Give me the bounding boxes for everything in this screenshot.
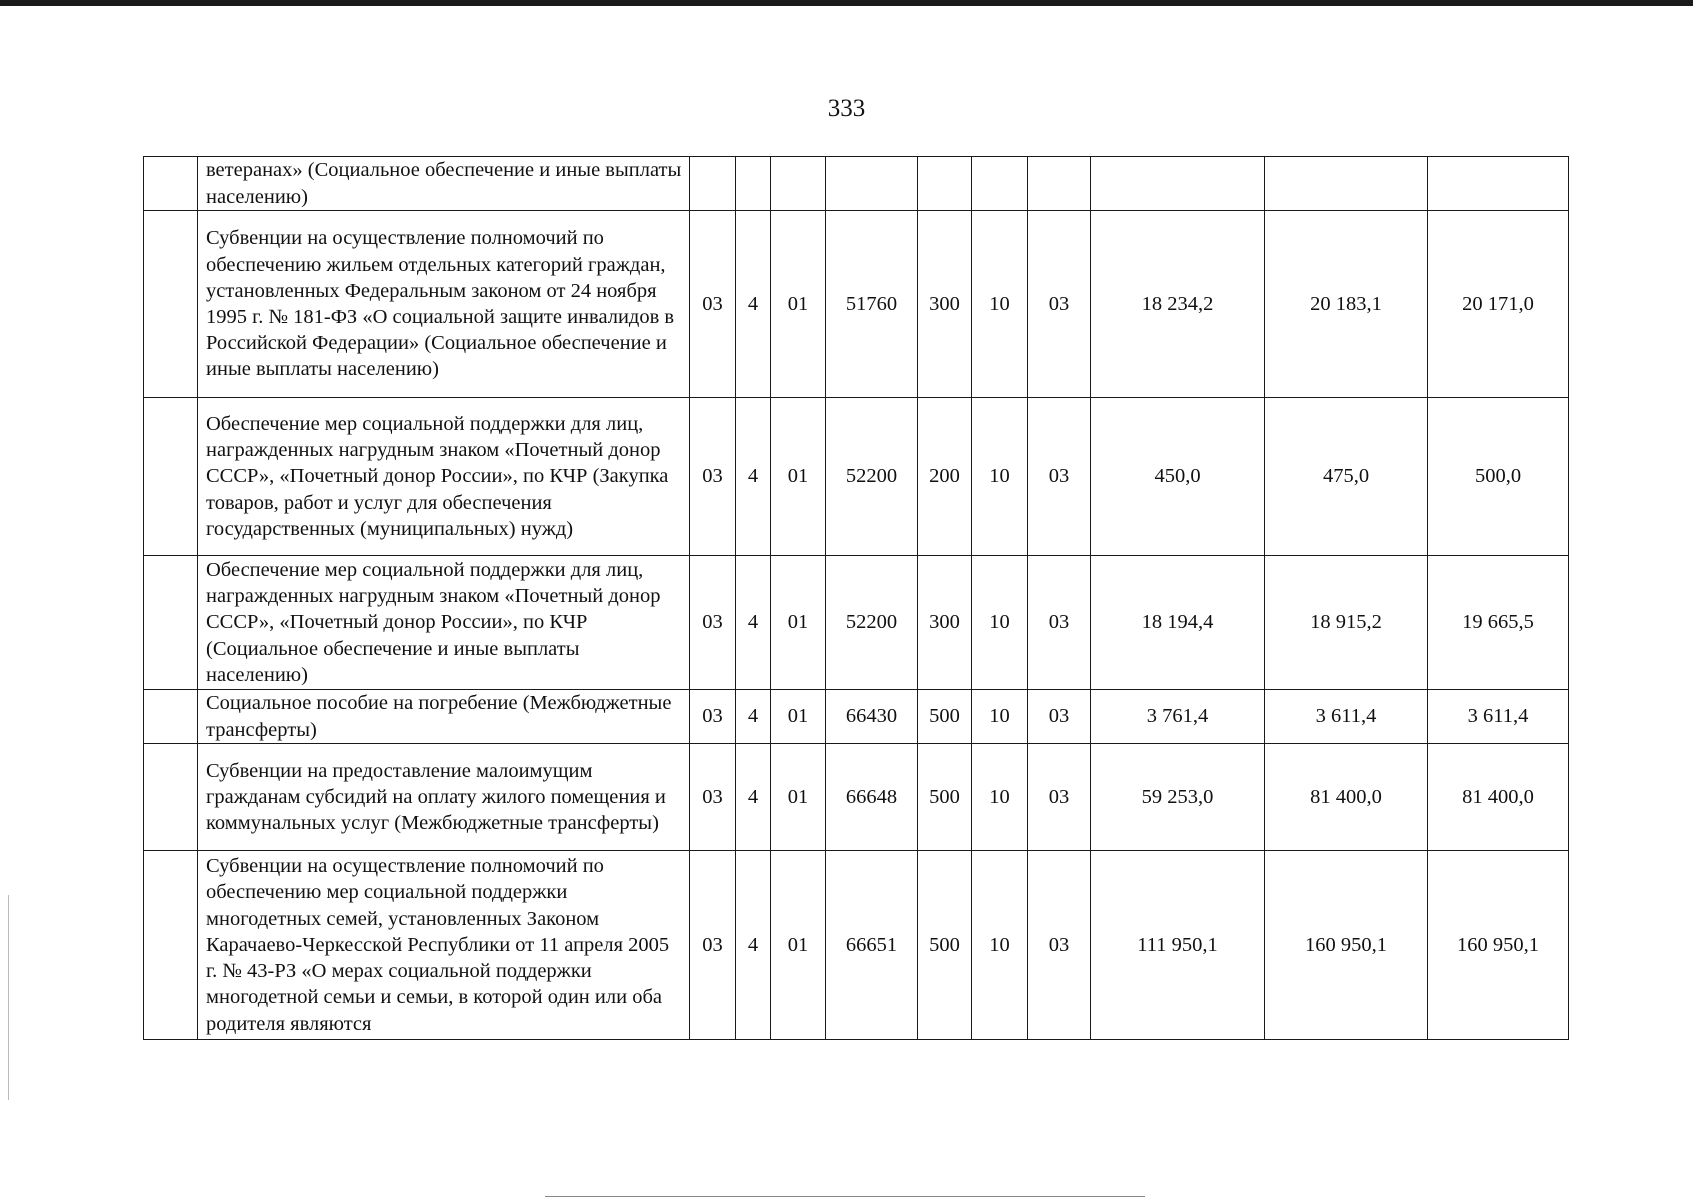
amount-year-1-cell: 59 253,0 <box>1091 744 1265 851</box>
row-name-cell: Субвенции на осуществление полномочий по обеспечению жильем отдельных категорий граждан, установленных Федеральным законом от 24 ноября 1995 г. № 181-ФЗ «О социальной защите инвалидов в Российской Федерации» (Социальное обеспечение и иные выплаты населению) <box>198 211 690 398</box>
amount-year-3-cell: 19 665,5 <box>1428 556 1569 690</box>
code-direction-cell: 51760 <box>826 211 918 398</box>
amount-year-3-cell: 160 950,1 <box>1428 851 1569 1040</box>
code-direction-cell: 52200 <box>826 556 918 690</box>
code-section-cell: 10 <box>972 690 1028 744</box>
amount-year-2-cell <box>1265 157 1428 211</box>
code-ministry-cell: 03 <box>690 398 736 556</box>
code-subsection-cell <box>1028 157 1091 211</box>
code-ministry-cell: 03 <box>690 211 736 398</box>
amount-year-1-cell: 450,0 <box>1091 398 1265 556</box>
code-direction-cell: 66430 <box>826 690 918 744</box>
top-border-rule <box>0 0 1693 6</box>
code-expense-type-cell: 300 <box>918 211 972 398</box>
code-subprogram-cell: 01 <box>771 851 826 1040</box>
code-direction-cell: 66648 <box>826 744 918 851</box>
amount-year-2-cell: 475,0 <box>1265 398 1428 556</box>
code-program-cell: 4 <box>736 744 771 851</box>
amount-year-1-cell: 18 194,4 <box>1091 556 1265 690</box>
code-subprogram-cell: 01 <box>771 690 826 744</box>
code-ministry-cell: 03 <box>690 556 736 690</box>
row-name-cell: Обеспечение мер социальной поддержки для лиц, награжденных нагрудным знаком «Почетный донор СССР», «Почетный донор России», по КЧР (Социальное обеспечение и иные выплаты населению) <box>198 556 690 690</box>
amount-year-1-cell <box>1091 157 1265 211</box>
code-program-cell <box>736 157 771 211</box>
budget-table <box>143 156 1569 1040</box>
amount-year-3-cell: 20 171,0 <box>1428 211 1569 398</box>
table-row <box>144 690 1569 744</box>
row-name-cell: ветеранах» (Социальное обеспечение и иные выплаты населению) <box>198 157 690 211</box>
code-subsection-cell: 03 <box>1028 851 1091 1040</box>
code-direction-cell <box>826 157 918 211</box>
code-section-cell: 10 <box>972 744 1028 851</box>
amount-year-1-cell: 111 950,1 <box>1091 851 1265 1040</box>
amount-year-1-cell: 18 234,2 <box>1091 211 1265 398</box>
code-section-cell: 10 <box>972 398 1028 556</box>
table-row <box>144 851 1569 1040</box>
table-row <box>144 744 1569 851</box>
row-number-cell <box>144 211 198 398</box>
bottom-scan-line <box>545 1196 1145 1197</box>
amount-year-3-cell: 3 611,4 <box>1428 690 1569 744</box>
code-direction-cell: 66651 <box>826 851 918 1040</box>
amount-year-2-cell: 20 183,1 <box>1265 211 1428 398</box>
row-name-cell: Субвенции на предоставление малоимущим гражданам субсидий на оплату жилого помещения и коммунальных услуг (Межбюджетные трансферты) <box>198 744 690 851</box>
code-subprogram-cell: 01 <box>771 398 826 556</box>
page-number: 333 <box>827 95 866 122</box>
code-section-cell <box>972 157 1028 211</box>
amount-year-2-cell: 81 400,0 <box>1265 744 1428 851</box>
table-body <box>144 157 1569 1040</box>
code-expense-type-cell: 500 <box>918 744 972 851</box>
code-subsection-cell: 03 <box>1028 690 1091 744</box>
code-subsection-cell: 03 <box>1028 556 1091 690</box>
code-ministry-cell: 03 <box>690 851 736 1040</box>
code-subprogram-cell: 01 <box>771 556 826 690</box>
code-program-cell: 4 <box>736 851 771 1040</box>
code-program-cell: 4 <box>736 556 771 690</box>
code-ministry-cell: 03 <box>690 744 736 851</box>
table-row <box>144 157 1569 211</box>
row-number-cell <box>144 157 198 211</box>
amount-year-2-cell: 3 611,4 <box>1265 690 1428 744</box>
row-number-cell <box>144 744 198 851</box>
row-number-cell <box>144 851 198 1040</box>
code-expense-type-cell: 300 <box>918 556 972 690</box>
amount-year-3-cell <box>1428 157 1569 211</box>
table-row <box>144 211 1569 398</box>
table-row <box>144 556 1569 690</box>
code-program-cell: 4 <box>736 211 771 398</box>
row-number-cell <box>144 398 198 556</box>
code-direction-cell: 52200 <box>826 398 918 556</box>
code-ministry-cell <box>690 157 736 211</box>
code-section-cell: 10 <box>972 556 1028 690</box>
row-number-cell <box>144 556 198 690</box>
code-subsection-cell: 03 <box>1028 744 1091 851</box>
code-ministry-cell: 03 <box>690 690 736 744</box>
row-name-cell: Социальное пособие на погребение (Межбюджетные трансферты) <box>198 690 690 744</box>
code-subsection-cell: 03 <box>1028 398 1091 556</box>
code-program-cell: 4 <box>736 398 771 556</box>
margin-scan-mark <box>8 895 9 1100</box>
amount-year-2-cell: 160 950,1 <box>1265 851 1428 1040</box>
amount-year-1-cell: 3 761,4 <box>1091 690 1265 744</box>
code-section-cell: 10 <box>972 851 1028 1040</box>
row-number-cell <box>144 690 198 744</box>
code-subprogram-cell: 01 <box>771 744 826 851</box>
code-subprogram-cell: 01 <box>771 211 826 398</box>
amount-year-2-cell: 18 915,2 <box>1265 556 1428 690</box>
code-expense-type-cell <box>918 157 972 211</box>
code-program-cell: 4 <box>736 690 771 744</box>
code-expense-type-cell: 200 <box>918 398 972 556</box>
code-expense-type-cell: 500 <box>918 851 972 1040</box>
code-expense-type-cell: 500 <box>918 690 972 744</box>
row-name-cell: Субвенции на осуществление полномочий по обеспечению мер социальной поддержки многодетных семей, установленных Законом Карачаево-Черкесской Республики от 11 апреля 2005 г. № 43-РЗ «О мерах социальной поддержки многодетной семьи и семьи, в которой один или оба родителя являются <box>198 851 690 1040</box>
code-subsection-cell: 03 <box>1028 211 1091 398</box>
row-name-cell: Обеспечение мер социальной поддержки для лиц, награжденных нагрудным знаком «Почетный донор СССР», «Почетный донор России», по КЧР (Закупка товаров, работ и услуг для обеспечения государственных (муниципальных) нужд) <box>198 398 690 556</box>
amount-year-3-cell: 500,0 <box>1428 398 1569 556</box>
amount-year-3-cell: 81 400,0 <box>1428 744 1569 851</box>
code-section-cell: 10 <box>972 211 1028 398</box>
code-subprogram-cell <box>771 157 826 211</box>
table-row <box>144 398 1569 556</box>
